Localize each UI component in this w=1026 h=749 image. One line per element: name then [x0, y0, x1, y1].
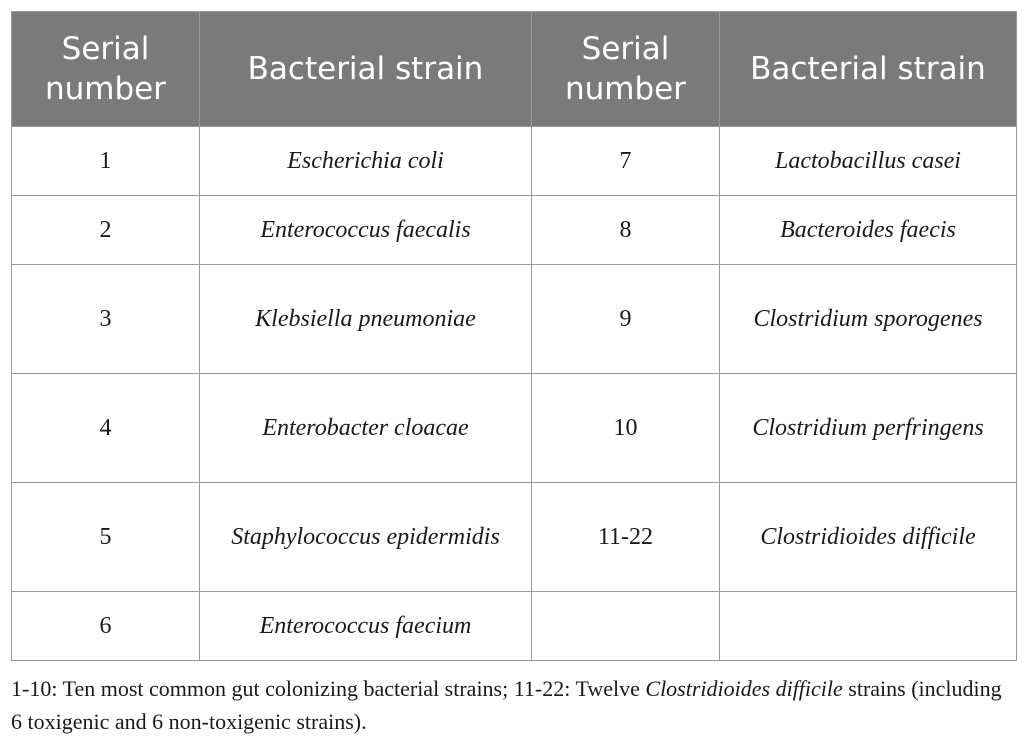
- serial-cell: 3: [12, 265, 200, 374]
- header-serial-number-2: Serial number: [532, 12, 720, 127]
- serial-cell: 11-22: [532, 483, 720, 592]
- strain-cell: Lactobacillus casei: [720, 127, 1017, 196]
- strain-cell: Enterococcus faecium: [200, 592, 532, 661]
- serial-cell: 2: [12, 196, 200, 265]
- table-footnote: [11, 672, 1016, 738]
- strain-cell: [720, 592, 1017, 661]
- strain-table-container: [11, 11, 1016, 661]
- strain-cell: Enterococcus faecalis: [200, 196, 532, 265]
- footnote-italic-species: Clostridioides difficile: [645, 676, 843, 701]
- table-row: [12, 127, 1017, 196]
- table-row: [12, 265, 1017, 374]
- strain-cell: Escherichia coli: [200, 127, 532, 196]
- strain-cell: Clostridioides difficile: [720, 483, 1017, 592]
- strain-cell: Clostridium perfringens: [720, 374, 1017, 483]
- strain-cell: Klebsiella pneumoniae: [200, 265, 532, 374]
- strain-cell: Enterobacter cloacae: [200, 374, 532, 483]
- header-serial-number-1: Serial number: [12, 12, 200, 127]
- serial-cell: 7: [532, 127, 720, 196]
- serial-cell: 5: [12, 483, 200, 592]
- table-row: [12, 592, 1017, 661]
- serial-cell: [532, 592, 720, 661]
- bacterial-strain-table: [11, 11, 1017, 661]
- serial-cell: 8: [532, 196, 720, 265]
- table-row: [12, 374, 1017, 483]
- header-row: [12, 12, 1017, 127]
- strain-cell: Clostridium sporogenes: [720, 265, 1017, 374]
- strain-cell: Staphylococcus epidermidis: [200, 483, 532, 592]
- serial-cell: 10: [532, 374, 720, 483]
- serial-cell: 6: [12, 592, 200, 661]
- footnote-text-2: strains (including 6 toxigenic and 6 non-toxigenic strains).: [11, 676, 1002, 734]
- serial-cell: 9: [532, 265, 720, 374]
- strain-cell: Bacteroides faecis: [720, 196, 1017, 265]
- header-bacterial-strain-1: Bacterial strain: [200, 12, 532, 127]
- footnote-text-1: 1-10: Ten most common gut colonizing bacterial strains; 11-22: Twelve: [11, 676, 646, 701]
- table-row: [12, 196, 1017, 265]
- serial-cell: 4: [12, 374, 200, 483]
- header-bacterial-strain-2: Bacterial strain: [720, 12, 1017, 127]
- table-row: [12, 483, 1017, 592]
- serial-cell: 1: [12, 127, 200, 196]
